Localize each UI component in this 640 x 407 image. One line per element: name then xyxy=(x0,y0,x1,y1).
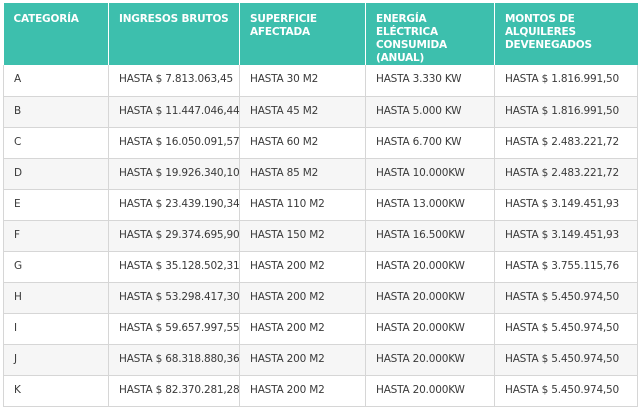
header-montos-alquileres: MONTOS DE ALQUILERES DEVENEGADOS xyxy=(495,3,638,65)
table-row xyxy=(4,344,638,375)
table-row xyxy=(4,375,638,406)
alquileres-cell: HASTA $ 3.149.451,93 xyxy=(495,189,638,220)
superficie-cell: HASTA 200 M2 xyxy=(240,251,366,282)
alquileres-cell: HASTA $ 1.816.991,50 xyxy=(495,96,638,127)
category-table xyxy=(3,3,638,407)
ingresos-brutos-cell: HASTA $ 7.813.063,45 xyxy=(109,65,240,96)
superficie-cell: HASTA 45 M2 xyxy=(240,96,366,127)
header-ingresos-brutos: INGRESOS BRUTOS xyxy=(109,3,240,65)
energia-cell: HASTA 6.700 KW xyxy=(366,127,495,158)
table-row xyxy=(4,189,638,220)
energia-cell: HASTA 20.000KW xyxy=(366,313,495,344)
superficie-cell: HASTA 200 M2 xyxy=(240,344,366,375)
table-row xyxy=(4,313,638,344)
header-row xyxy=(4,3,638,65)
table-row xyxy=(4,158,638,189)
table-row xyxy=(4,96,638,127)
category-cell: F xyxy=(4,220,109,251)
table-row xyxy=(4,282,638,313)
ingresos-brutos-cell: HASTA $ 29.374.695,90 xyxy=(109,220,240,251)
table-row xyxy=(4,127,638,158)
header-energia-electrica: ENERGÍA ELÉCTRICA CONSUMIDA (ANUAL) xyxy=(366,3,495,65)
energia-cell: HASTA 10.000KW xyxy=(366,158,495,189)
ingresos-brutos-cell: HASTA $ 11.447.046,44 xyxy=(109,96,240,127)
energia-cell: HASTA 20.000KW xyxy=(366,251,495,282)
ingresos-brutos-cell: HASTA $ 19.926.340,10 xyxy=(109,158,240,189)
superficie-cell: HASTA 60 M2 xyxy=(240,127,366,158)
category-cell: D xyxy=(4,158,109,189)
alquileres-cell: HASTA $ 5.450.974,50 xyxy=(495,344,638,375)
table-header xyxy=(4,3,638,65)
category-cell: A xyxy=(4,65,109,96)
ingresos-brutos-cell: HASTA $ 16.050.091,57 xyxy=(109,127,240,158)
category-cell: I xyxy=(4,313,109,344)
superficie-cell: HASTA 85 M2 xyxy=(240,158,366,189)
table-body xyxy=(4,65,638,406)
category-cell: E xyxy=(4,189,109,220)
energia-cell: HASTA 20.000KW xyxy=(366,282,495,313)
category-cell: H xyxy=(4,282,109,313)
superficie-cell: HASTA 200 M2 xyxy=(240,313,366,344)
ingresos-brutos-cell: HASTA $ 23.439.190,34 xyxy=(109,189,240,220)
category-cell: J xyxy=(4,344,109,375)
ingresos-brutos-cell: HASTA $ 59.657.997,55 xyxy=(109,313,240,344)
energia-cell: HASTA 13.000KW xyxy=(366,189,495,220)
superficie-cell: HASTA 110 M2 xyxy=(240,189,366,220)
superficie-cell: HASTA 30 M2 xyxy=(240,65,366,96)
alquileres-cell: HASTA $ 3.755.115,76 xyxy=(495,251,638,282)
header-superficie-afectada: SUPERFICIE AFECTADA xyxy=(240,3,366,65)
superficie-cell: HASTA 150 M2 xyxy=(240,220,366,251)
header-categoria: CATEGORÍA xyxy=(4,3,109,65)
ingresos-brutos-cell: HASTA $ 68.318.880,36 xyxy=(109,344,240,375)
energia-cell: HASTA 5.000 KW xyxy=(366,96,495,127)
table-row xyxy=(4,220,638,251)
energia-cell: HASTA 20.000KW xyxy=(366,375,495,406)
category-cell: K xyxy=(4,375,109,406)
alquileres-cell: HASTA $ 2.483.221,72 xyxy=(495,158,638,189)
table-row xyxy=(4,65,638,96)
alquileres-cell: HASTA $ 5.450.974,50 xyxy=(495,313,638,344)
ingresos-brutos-cell: HASTA $ 82.370.281,28 xyxy=(109,375,240,406)
energia-cell: HASTA 20.000KW xyxy=(366,344,495,375)
superficie-cell: HASTA 200 M2 xyxy=(240,282,366,313)
alquileres-cell: HASTA $ 5.450.974,50 xyxy=(495,375,638,406)
energia-cell: HASTA 16.500KW xyxy=(366,220,495,251)
energia-cell: HASTA 3.330 KW xyxy=(366,65,495,96)
alquileres-cell: HASTA $ 3.149.451,93 xyxy=(495,220,638,251)
category-cell: G xyxy=(4,251,109,282)
category-cell: B xyxy=(4,96,109,127)
alquileres-cell: HASTA $ 5.450.974,50 xyxy=(495,282,638,313)
superficie-cell: HASTA 200 M2 xyxy=(240,375,366,406)
ingresos-brutos-cell: HASTA $ 53.298.417,30 xyxy=(109,282,240,313)
alquileres-cell: HASTA $ 1.816.991,50 xyxy=(495,65,638,96)
table-row xyxy=(4,251,638,282)
category-cell: C xyxy=(4,127,109,158)
alquileres-cell: HASTA $ 2.483.221,72 xyxy=(495,127,638,158)
ingresos-brutos-cell: HASTA $ 35.128.502,31 xyxy=(109,251,240,282)
